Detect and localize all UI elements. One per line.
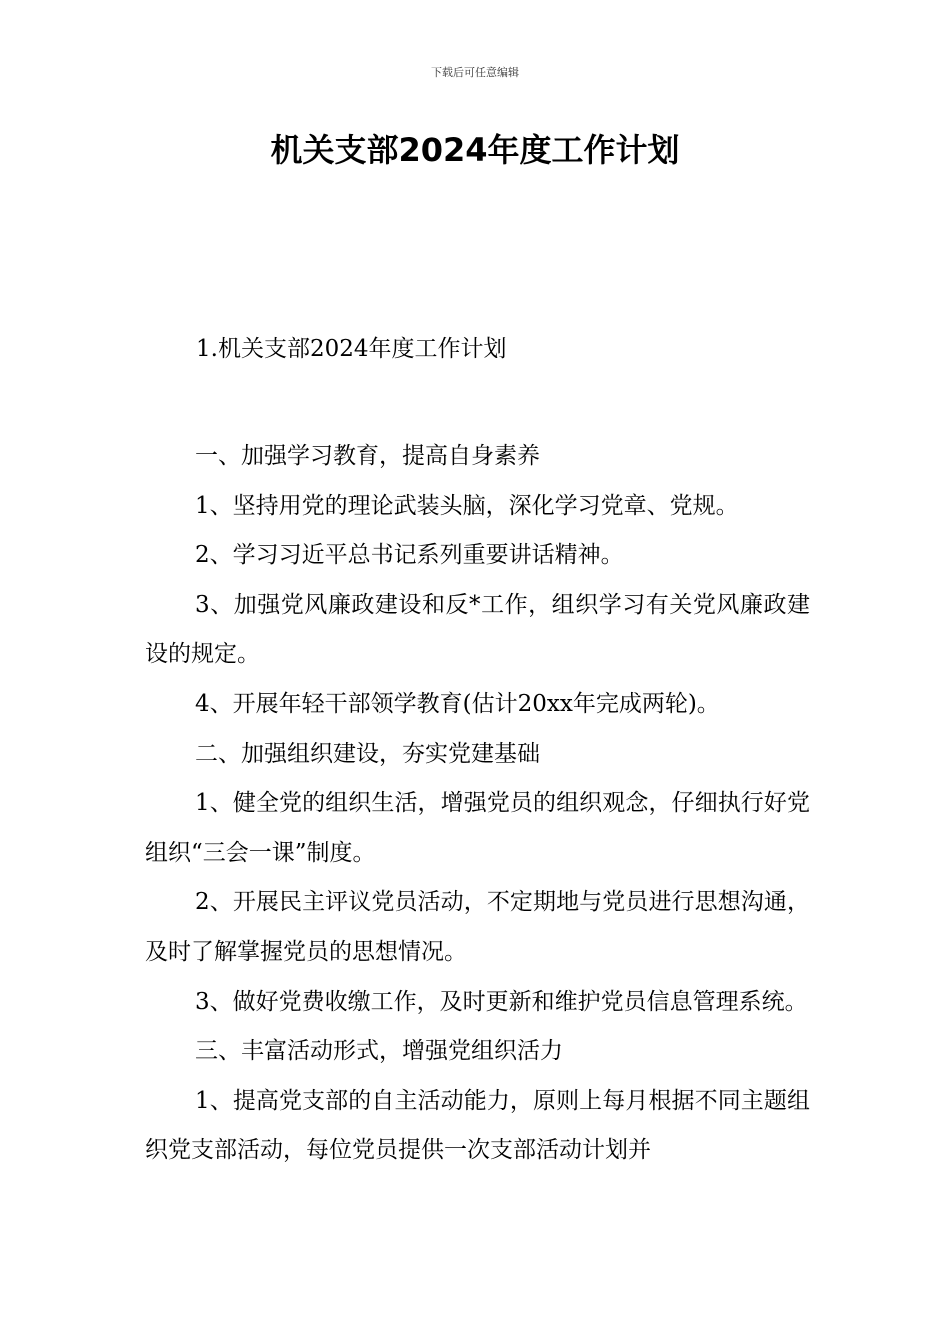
document-title: 机关支部2024年度工作计划 xyxy=(270,131,680,169)
section-heading-2: 二、加强组织建设，夯实党建基础 xyxy=(195,740,540,767)
paragraph: 4、开展年轻干部领学教育(估计20xx年完成两轮)。 xyxy=(195,690,720,717)
section-heading-3: 三、丰富活动形式，增强党组织活力 xyxy=(195,1038,563,1065)
section-subtitle: 1.机关支部2024年度工作计划 xyxy=(196,336,507,362)
paragraph: 2、开展民主评议党员活动，不定期地与党员进行思想沟通，及时了解掌握党员的思想情况。 xyxy=(145,889,810,965)
paragraph: 1、坚持用党的理论武装头脑，深化学习党章、党规。 xyxy=(195,492,739,519)
page-header-note: 下载后可任意编辑 xyxy=(431,66,519,79)
paragraph: 3、加强党风廉政建设和反*工作，组织学习有关党风廉政建设的规定。 xyxy=(145,591,810,668)
paragraph: 1、提高党支部的自主活动能力，原则上每月根据不同主题组织党支部活动，每位党员提供一次支部活动计划并 xyxy=(145,1087,810,1164)
section-heading-1: 一、加强学习教育，提高自身素养 xyxy=(195,443,540,469)
paragraph: 2、学习习近平总书记系列重要讲话精神。 xyxy=(195,542,624,569)
paragraph: 1、健全党的组织生活，增强党员的组织观念，仔细执行好党组织“三会一课”制度。 xyxy=(145,790,810,866)
paragraph: 3、做好党费收缴工作，及时更新和维护党员信息管理系统。 xyxy=(195,988,808,1015)
document-body xyxy=(145,432,810,1176)
